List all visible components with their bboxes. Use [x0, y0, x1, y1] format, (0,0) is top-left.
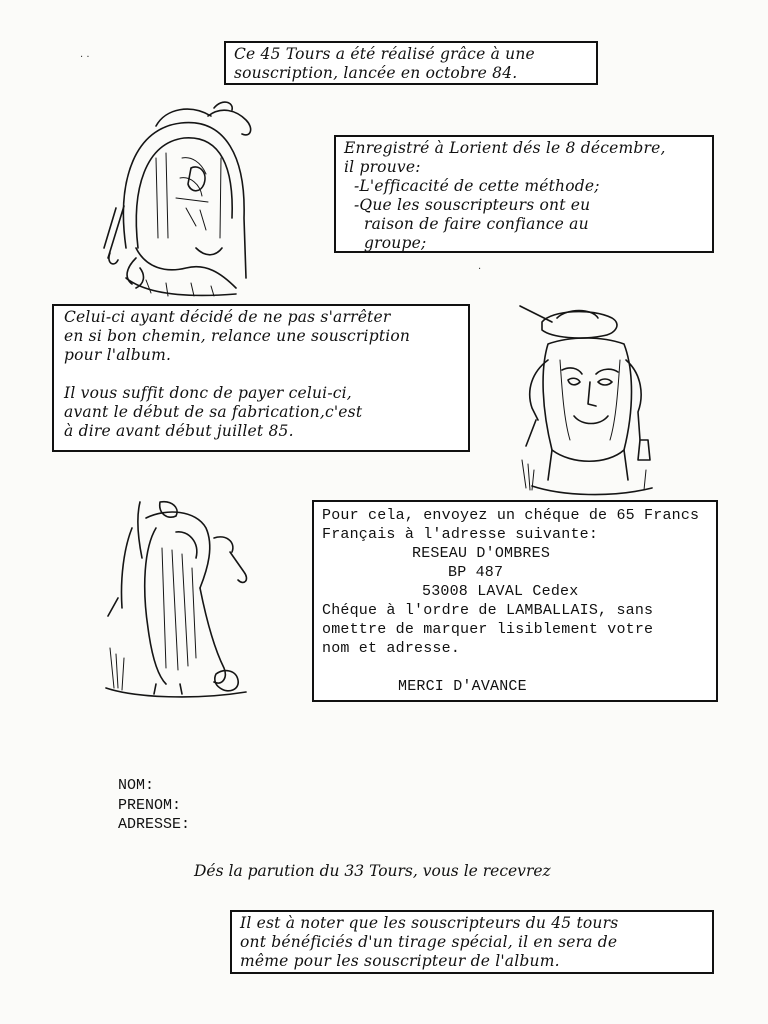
- album-line-5: avant le début de sa fabrication,c'est: [64, 403, 363, 421]
- payment-line-6: Chéque à l'ordre de LAMBALLAIS, sans: [322, 602, 654, 619]
- special-edition-box: [230, 910, 714, 974]
- recorded-line-5: raison de faire confiance au: [364, 215, 589, 233]
- special-line-2: ont bénéficiés d'un tirage spécial, il en sera de: [240, 933, 618, 951]
- form-label-nom: NOM:: [118, 777, 155, 794]
- face-pot-figure-illustration: [512, 300, 662, 500]
- address-city: 53008 LAVAL Cedex: [422, 583, 579, 600]
- recorded-line-1: Enregistré à Lorient dés le 8 décembre,: [344, 139, 666, 157]
- album-line-6: à dire avant début juillet 85.: [64, 422, 294, 440]
- intro-line-2: souscription, lancée en octobre 84.: [234, 64, 518, 82]
- recorded-line-2: il prouve:: [344, 158, 421, 176]
- recorded-line-6: groupe;: [364, 234, 427, 252]
- album-line-3: pour l'album.: [64, 346, 172, 364]
- hooded-figure-illustration: [96, 98, 272, 304]
- payment-line-8: nom et adresse.: [322, 640, 461, 657]
- special-line-3: même pour les souscripteur de l'album.: [240, 952, 560, 970]
- form-label-prenom: PRENOM:: [118, 797, 182, 814]
- address-bp: BP 487: [448, 564, 504, 581]
- payment-line-1: Pour cela, envoyez un chéque de 65 Francs: [322, 507, 700, 524]
- payment-box: [312, 500, 718, 702]
- recorded-box: [334, 135, 714, 253]
- elephant-figure-illustration: [96, 498, 258, 704]
- album-box: [52, 304, 470, 452]
- paper-speck: ·: [478, 264, 482, 275]
- thanks-line: MERCI D'AVANCE: [398, 678, 527, 695]
- intro-line-1: Ce 45 Tours a été réalisé grâce à une: [234, 45, 535, 63]
- address-name: RESEAU D'OMBRES: [412, 545, 551, 562]
- recorded-line-4: -Que les souscripteurs ont eu: [354, 196, 591, 214]
- album-line-2: en si bon chemin, relance une souscription: [64, 327, 411, 345]
- paper-speck: · ·: [80, 52, 90, 63]
- payment-line-7: omettre de marquer lisiblement votre: [322, 621, 654, 638]
- album-line-4: Il vous suffit donc de payer celui-ci,: [64, 384, 352, 402]
- notice-line: Dés la parution du 33 Tours, vous le recevrez: [194, 862, 551, 880]
- intro-box: [224, 41, 598, 85]
- album-line-1: Celui-ci ayant décidé de ne pas s'arrêter: [64, 308, 391, 326]
- recorded-line-3: -L'efficacité de cette méthode;: [354, 177, 600, 195]
- form-label-adresse: ADRESSE:: [118, 816, 191, 833]
- payment-line-2: Français à l'adresse suivante:: [322, 526, 599, 543]
- special-line-1: Il est à noter que les souscripteurs du 45 tours: [240, 914, 619, 932]
